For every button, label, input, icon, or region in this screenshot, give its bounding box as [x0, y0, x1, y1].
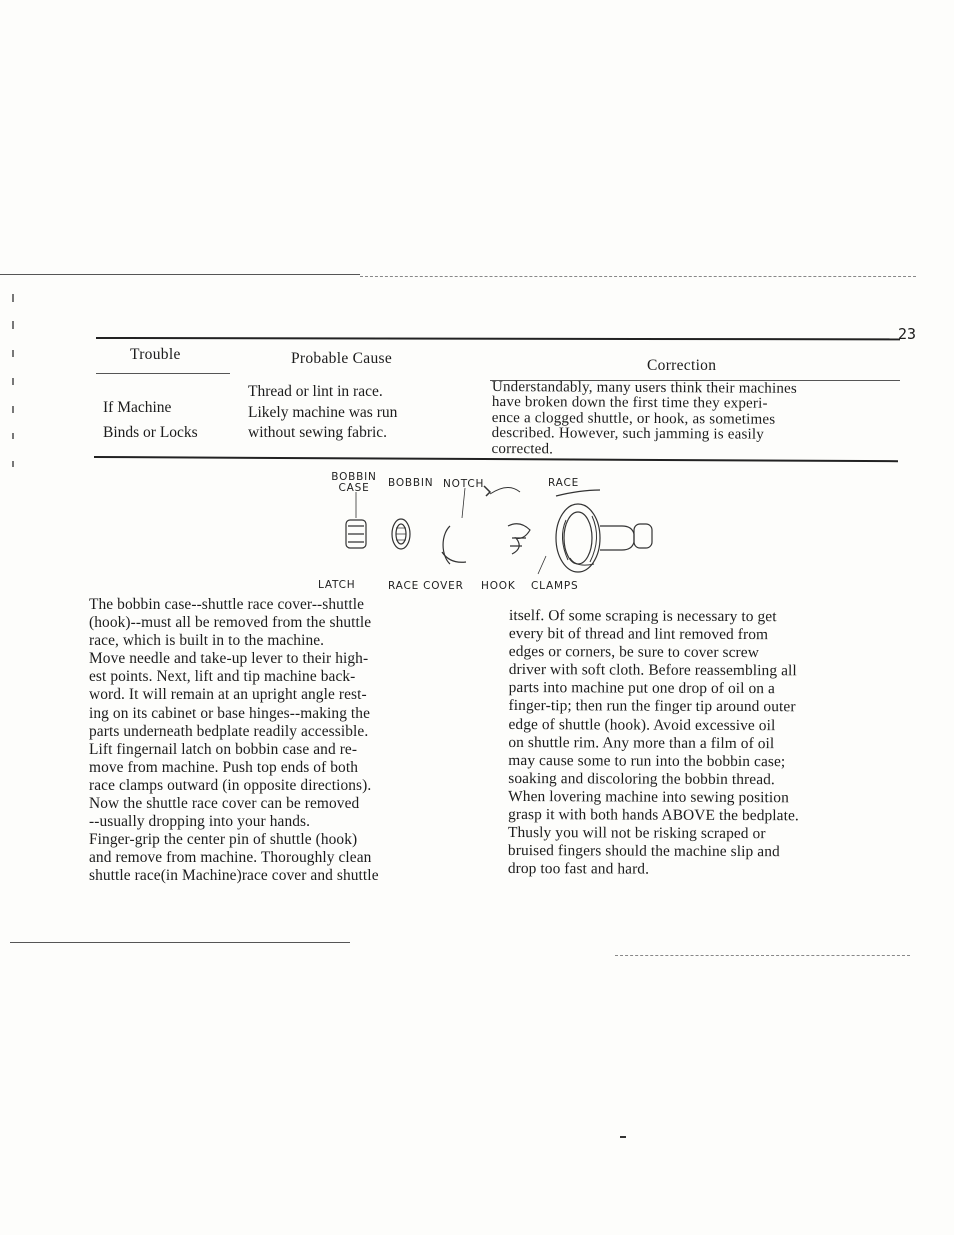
label-hook: HOOK	[481, 580, 516, 592]
bottom-scan-rule-left	[10, 942, 350, 943]
trouble-cell: If Machine Binds or Locks	[103, 399, 198, 441]
table-top-rule	[96, 337, 900, 340]
page-number: 23	[898, 325, 917, 343]
bottom-scan-rule-right	[615, 955, 910, 956]
header-under-rule-left	[96, 373, 230, 374]
label-bobbin-case: BOBBIN CASE	[331, 471, 377, 494]
top-scan-rule	[0, 274, 360, 275]
label-bobbin: BOBBIN	[388, 477, 434, 489]
race-cover-drawing	[442, 488, 466, 564]
shuttle-parts-drawing	[330, 468, 670, 580]
body-left-column: The bobbin case--shuttle race cover--shuttle (hook)--must all be removed from the shuttle race, which is built in to the machine. Move needle and take-up lever to their high- est points. Next, lift and tip machine back- word. It will remain at an upright angle rest- ing on its cabinet or base hinges--making the parts underneath bedplate readily accessible. Lift fingernail latch on bobbin case and re- move from machine. Push top ends of both race clamps outward (in opposite directions). Now the shuttle race cover can be removed --usually dropping into your hands. Finger-grip the center pin of shuttle (hook) and remove from machine. Thoroughly clean shuttle race(in Machine)race cover and shuttle	[89, 596, 379, 885]
header-trouble: Trouble	[130, 346, 181, 363]
body-right-column: itself. Of some scraping is necessary to get every bit of thread and lint removed from edges or corners, be sure to cover screw driver with soft cloth. Before reassembling all parts into machine put one drop of oil on a finger-tip; then run the finger tip around outer edge of shuttle (hook). Avoid excessive oil on shuttle rim. Any more than a film of oil may cause some to run into the bobbin case; soaking and discoloring the bobbin thread. When lovering machine into sewing position grasp it with both hands ABOVE the bedplate. Thusly you will not be risking scraped or bruised fingers should the machine slip and drop too fast and hard.	[507, 607, 799, 878]
label-latch: LATCH	[318, 579, 356, 591]
label-clamps: CLAMPS	[531, 580, 579, 592]
top-scan-rule-dashed	[360, 276, 916, 277]
label-notch: NOTCH	[443, 478, 485, 490]
hook-drawing	[484, 486, 530, 554]
correction-cell: Understandably, many users think their machines have broken down the first time they experi- ence a clogged shuttle, or hook, as sometimes described. However, such jamming is easily corrected.	[491, 379, 798, 457]
bobbin-drawing	[392, 519, 410, 549]
header-correction: Correction	[647, 357, 717, 374]
cause-cell: Thread or lint in race. Likely machine was run without sewing fabric.	[248, 383, 398, 441]
label-race: RACE	[548, 477, 580, 489]
race-assembly-drawing	[538, 490, 652, 574]
label-race-cover: RACE COVER	[388, 580, 464, 592]
bobbin-case-drawing	[346, 492, 366, 548]
header-cause: Probable Cause	[291, 350, 393, 367]
